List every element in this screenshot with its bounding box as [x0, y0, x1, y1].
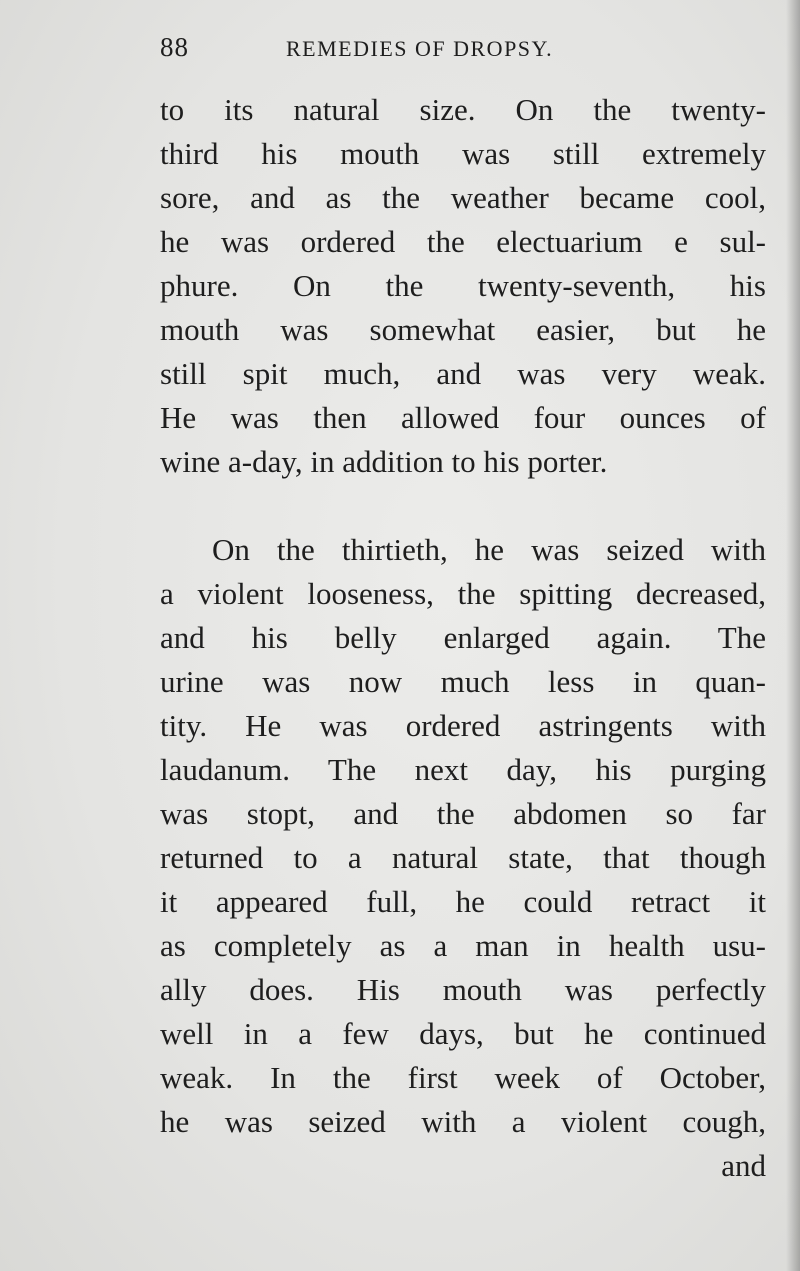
text-line: On the thirtieth, he was seized with: [212, 532, 766, 567]
text-line: wine a-day, in addition to his porter.: [160, 444, 608, 479]
text-line: mouth was somewhat easier, but he: [160, 312, 766, 347]
text-line: as completely as a man in health usu-: [160, 928, 766, 963]
text-line: to its natural size. On the twenty-: [160, 92, 766, 127]
page-header: [160, 28, 620, 68]
text-line: it appeared full, he could retract it: [160, 884, 766, 919]
body-text: [160, 88, 766, 1188]
text-line: urine was now much less in quan-: [160, 664, 766, 699]
text-line: returned to a natural state, that though: [160, 840, 766, 875]
text-line: well in a few days, but he continued: [160, 1016, 766, 1051]
text-line: weak. In the first week of October,: [160, 1060, 766, 1095]
text-line: a violent looseness, the spitting decreased,: [160, 576, 766, 611]
text-line: He was then allowed four ounces of: [160, 400, 766, 435]
text-line: sore, and as the weather became cool,: [160, 180, 766, 215]
text-line: third his mouth was still extremely: [160, 136, 766, 171]
text-line: still spit much, and was very weak.: [160, 356, 766, 391]
text-line: he was ordered the electuarium e sul-: [160, 224, 766, 259]
text-line: and his belly enlarged again. The: [160, 620, 766, 655]
page-edge-shadow: [786, 0, 800, 1271]
text-line: ally does. His mouth was perfectly: [160, 972, 766, 1007]
text-line: he was seized with a violent cough,: [160, 1104, 766, 1139]
text-line: laudanum. The next day, his purging: [160, 752, 766, 787]
running-head: REMEDIES OF DROPSY.: [286, 36, 554, 61]
text-line: phure. On the twenty-seventh, his: [160, 268, 766, 303]
text-line: tity. He was ordered astringents with: [160, 708, 766, 743]
catchword: and: [721, 1148, 766, 1183]
text-line: was stopt, and the abdomen so far: [160, 796, 766, 831]
page-number: 88: [160, 32, 189, 62]
paragraph-gap: [160, 484, 766, 528]
